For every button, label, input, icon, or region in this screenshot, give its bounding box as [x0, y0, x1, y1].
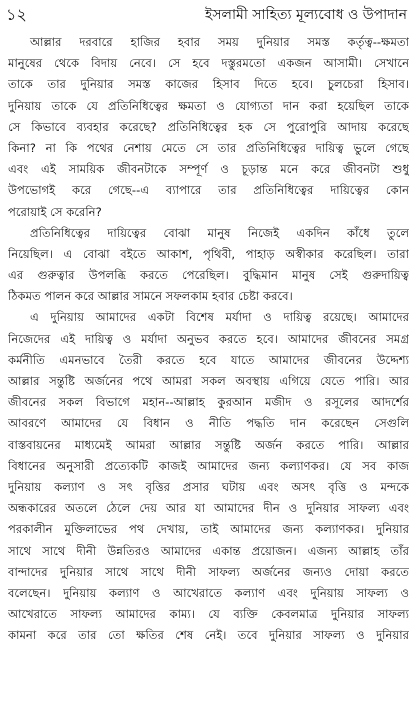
text-line: কামনা করে তার তো ক্ষতির শেষ নেই। তবে দুনিয়ার সাফল্য ও দুনিয়ার [8, 628, 409, 643]
text-line: এর গুরুত্বার উপলব্ধি করতে পেরেছিল। বুদ্ধিমান মানুষ সেই গুরুদায়িত্ব [8, 268, 409, 283]
text-line: এ দুনিয়ায় আমাদের একটা বিশেষ মর্যাদা ও দায়িত্ব রয়েছে। আমাদের [30, 310, 409, 325]
text-line: আল্লার দরবারে হাজির হবার সময় দুনিয়ার সমস্ত কর্তৃত্ব--ক্ষমতা [30, 35, 409, 49]
text-line: ঠিকমত পালন করে আল্লার সামনে সফলকাম হবার চেষ্টা করবে। [8, 289, 293, 304]
text-line: সাথে সাথে দীনী উন্নতিরও আমাদের একান্ত প্রয়োজন। এজন্য আল্লাহ তাঁর [8, 543, 409, 558]
text-line: সে কিভাবে ব্যবহার করেছে? প্রতিনিধিত্বের হক সে পুরোপুরি আদায় করেছে [8, 119, 409, 134]
paragraph [8, 223, 409, 308]
text-line: মানুষের থেকে বিদায় নেবে। সে হবে দস্তুরমতো একজন আসামী। সেখানে [8, 56, 409, 71]
text-line: দুনিয়ায় কল্যাণ ও সৎ বৃত্তির প্রসার ঘটায় এবং অসৎ বৃত্তি ও মন্দকে [8, 479, 409, 494]
page-header [6, 4, 407, 26]
paragraph [8, 307, 409, 646]
text-line: কিনা? না কি পথের নেশায় মেতে সে তার প্রতিনিধিত্বের দায়িত্ব ভুলে গেছে [8, 140, 409, 155]
text-line: কর্মনীতি এমনভাবে তৈরী করতে হবে যাতে আমাদের জীবনের উদ্দেশ্য [8, 352, 409, 367]
page-number: ১২ [6, 5, 27, 24]
text-line: বলেছেন। দুনিয়ায় কল্যাণ ও আখেরাতে কল্যাণ এবং দুনিয়ায় সাফল্য ও [8, 585, 409, 600]
text-line: দুনিয়ায় তাকে যে প্রতিনিধিত্বের ক্ষমতা ও যোগ্যতা দান করা হয়েছিল তাকে [8, 98, 409, 113]
text-line: আখেরাতে সাফল্য আমাদের কাম্য। যে ব্যক্তি কেবলমাত্র দুনিয়ার সাফল্য [8, 607, 409, 622]
page-body [8, 32, 409, 646]
text-line: নিজেদের এই দায়িত্ব ও মর্যাদা অনুভব করতে হবে। আমাদের জীবনের সমগ্র [8, 331, 409, 346]
text-line: বাস্তবায়নের মাধ্যমেই আমরা আল্লার সন্তুষ্টি অর্জন করতে পারি। আল্লার [8, 437, 409, 452]
text-line: পরোয়াই সে করেনি? [8, 204, 102, 219]
text-line: জীবনের সকল বিভাগে মহান--আল্লাহ কুরআন মজীদ ও রসূলের আদর্শের [8, 395, 409, 410]
text-line: বিধানের অনুসারী প্রত্যেকটি কাজই আমাদের জন্য কল্যাণকর। যে সব কাজ [8, 458, 409, 473]
running-title: ইসলামী সাহিত্য মূল্যবোধ ও উপাদান [205, 7, 407, 23]
text-line: পরকালীন মুক্তিলাভের পথ দেখায়, তাই আমাদের জন্য কল্যাণকর। দুনিয়ার [8, 522, 409, 537]
text-line: অন্ধকারের অতলে ঠেলে দেয় আর যা আমাদের দীন ও দুনিয়ার সাফল্য এবং [8, 501, 409, 516]
text-line: উপভোগই করে গেছে--এ ব্যাপারে তার প্রতিনিধিত্বের দায়িত্বের কোন [8, 183, 409, 198]
paragraph [8, 32, 409, 223]
text-line: বান্দাদের দুনিয়ার সাথে সাথে দীনী সাফল্য অর্জনের জন্যও দোয়া করতে [8, 564, 409, 579]
text-line: প্রতিনিধিত্বের দায়িত্বের বোঝা মানুষ নিজেই একদিন কাঁধে তুলে [30, 225, 409, 240]
text-line: এবং এই সাময়িক জীবনটাকে সম্পূর্ণ ও চূড়ান্ত মনে করে জীবনটা শুধু [8, 162, 409, 177]
text-line: আল্লার সন্তুষ্টি অর্জনের পথে আমরা সকল অবস্থায় এগিয়ে যেতে পারি। আর [8, 374, 409, 388]
text-line: তাকে তার দুনিয়ার সমস্ত কাজের হিসাব দিতে হবে। চুলচেরা হিসাব। [8, 77, 409, 92]
text-line: আবরণে আমাদের যে বিধান ও নীতি পদ্ধতি দান করেছেন সেগুলি [8, 416, 409, 431]
text-line: নিয়েছিল। এ বোঝা বইতে আকাশ, পৃথিবী, পাহাড় অস্বীকার করেছিল। তারা [8, 246, 409, 261]
